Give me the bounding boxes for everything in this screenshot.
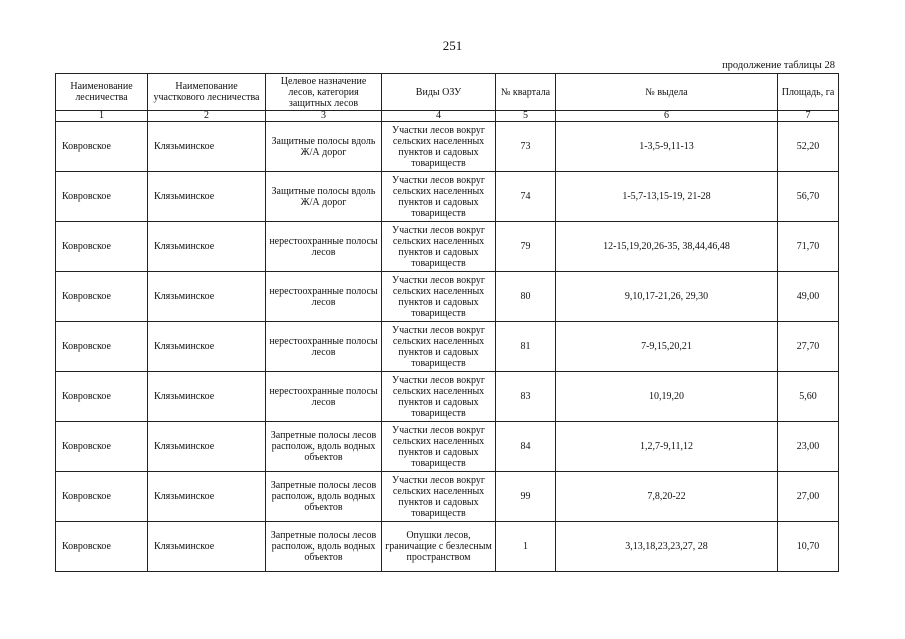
table-header-row <box>56 74 839 111</box>
cell-ozu-type: Опушки лесов, граничащие с безлесным пространством <box>382 522 496 572</box>
cell-forestry: Ковровское <box>56 272 148 322</box>
cell-purpose-category: нерестоохранные полосы лесов <box>266 372 382 422</box>
cell-purpose-category: нерестоохранные полосы лесов <box>266 222 382 272</box>
table-row <box>56 472 839 522</box>
cell-ozu-type: Участки лесов вокруг сельских населенных пунктов и садовых товариществ <box>382 272 496 322</box>
cell-area: 27,00 <box>778 472 839 522</box>
table-row <box>56 522 839 572</box>
cell-ozu-type: Участки лесов вокруг сельских населенных пунктов и садовых товариществ <box>382 122 496 172</box>
cell-forestry: Ковровское <box>56 372 148 422</box>
cell-ozu-type: Участки лесов вокруг сельских населенных пунктов и садовых товариществ <box>382 422 496 472</box>
column-number: 7 <box>778 111 839 122</box>
cell-forestry: Ковровское <box>56 122 148 172</box>
column-number: 5 <box>496 111 556 122</box>
cell-ozu-type: Участки лесов вокруг сельских населенных пунктов и садовых товариществ <box>382 322 496 372</box>
cell-purpose-category: Защитные полосы вдоль Ж/А дорог <box>266 172 382 222</box>
cell-district-forestry: Клязьминское <box>148 172 266 222</box>
cell-forestry: Ковровское <box>56 322 148 372</box>
cell-purpose-category: Защитные полосы вдоль Ж/А дорог <box>266 122 382 172</box>
cell-district-forestry: Клязьминское <box>148 272 266 322</box>
cell-ozu-type: Участки лесов вокруг сельских населенных пунктов и садовых товариществ <box>382 472 496 522</box>
column-number: 1 <box>56 111 148 122</box>
cell-quarter-number: 79 <box>496 222 556 272</box>
column-number: 4 <box>382 111 496 122</box>
header-district-forestry: Наимепование участкового лесничества <box>148 74 266 111</box>
cell-ozu-type: Участки лесов вокруг сельских населенных пунктов и садовых товариществ <box>382 172 496 222</box>
table-row <box>56 272 839 322</box>
cell-area: 10,70 <box>778 522 839 572</box>
cell-forestry: Ковровское <box>56 422 148 472</box>
cell-allotment-numbers: 7-9,15,20,21 <box>556 322 778 372</box>
cell-quarter-number: 83 <box>496 372 556 422</box>
table-row <box>56 122 839 172</box>
header-quarter-number: № квартала <box>496 74 556 111</box>
table-row <box>56 372 839 422</box>
table-row <box>56 422 839 472</box>
header-ozu-types: Виды ОЗУ <box>382 74 496 111</box>
cell-quarter-number: 73 <box>496 122 556 172</box>
cell-allotment-numbers: 1,2,7-9,11,12 <box>556 422 778 472</box>
table-continuation-note: продолжение таблицы 28 <box>722 60 835 71</box>
cell-purpose-category: нерестоохранные полосы лесов <box>266 322 382 372</box>
cell-area: 52,20 <box>778 122 839 172</box>
cell-quarter-number: 99 <box>496 472 556 522</box>
cell-forestry: Ковровское <box>56 472 148 522</box>
cell-purpose-category: Запретные полосы лесов располож, вдоль водных объектов <box>266 522 382 572</box>
header-forestry: Наименование лесничества <box>56 74 148 111</box>
cell-allotment-numbers: 1-3,5-9,11-13 <box>556 122 778 172</box>
column-number-row <box>56 111 839 122</box>
cell-area: 71,70 <box>778 222 839 272</box>
header-area: Площадь, га <box>778 74 839 111</box>
table-body <box>56 122 839 572</box>
cell-allotment-numbers: 7,8,20-22 <box>556 472 778 522</box>
cell-quarter-number: 84 <box>496 422 556 472</box>
cell-allotment-numbers: 12-15,19,20,26-35, 38,44,46,48 <box>556 222 778 272</box>
cell-district-forestry: Клязьминское <box>148 522 266 572</box>
cell-district-forestry: Клязьминское <box>148 372 266 422</box>
column-number: 2 <box>148 111 266 122</box>
cell-purpose-category: нерестоохранные полосы лесов <box>266 272 382 322</box>
cell-allotment-numbers: 10,19,20 <box>556 372 778 422</box>
cell-quarter-number: 74 <box>496 172 556 222</box>
cell-district-forestry: Клязьминское <box>148 222 266 272</box>
cell-allotment-numbers: 9,10,17-21,26, 29,30 <box>556 272 778 322</box>
cell-district-forestry: Клязьминское <box>148 122 266 172</box>
cell-ozu-type: Участки лесов вокруг сельских населенных пунктов и садовых товариществ <box>382 222 496 272</box>
page-number: 251 <box>442 38 463 53</box>
cell-district-forestry: Клязьминское <box>148 472 266 522</box>
cell-district-forestry: Клязьминское <box>148 422 266 472</box>
cell-quarter-number: 81 <box>496 322 556 372</box>
cell-area: 5,60 <box>778 372 839 422</box>
table-row <box>56 222 839 272</box>
forest-plots-table <box>55 73 839 572</box>
column-number: 3 <box>266 111 382 122</box>
cell-ozu-type: Участки лесов вокруг сельских населенных пунктов и садовых товариществ <box>382 372 496 422</box>
cell-area: 23,00 <box>778 422 839 472</box>
cell-quarter-number: 80 <box>496 272 556 322</box>
cell-allotment-numbers: 1-5,7-13,15-19, 21-28 <box>556 172 778 222</box>
cell-forestry: Ковровское <box>56 522 148 572</box>
cell-district-forestry: Клязьминское <box>148 322 266 372</box>
table-row <box>56 172 839 222</box>
header-purpose-category: Целевое назначение лесов, категория защитных лесов <box>266 74 382 111</box>
table-row <box>56 322 839 372</box>
cell-purpose-category: Запретные полосы лесов располож, вдоль водных объектов <box>266 472 382 522</box>
cell-purpose-category: Запретные полосы лесов располож, вдоль водных объектов <box>266 422 382 472</box>
cell-quarter-number: 1 <box>496 522 556 572</box>
cell-area: 56,70 <box>778 172 839 222</box>
header-allotment-number: № выдела <box>556 74 778 111</box>
cell-forestry: Ковровское <box>56 222 148 272</box>
cell-allotment-numbers: 3,13,18,23,23,27, 28 <box>556 522 778 572</box>
column-number: 6 <box>556 111 778 122</box>
cell-area: 27,70 <box>778 322 839 372</box>
cell-area: 49,00 <box>778 272 839 322</box>
cell-forestry: Ковровское <box>56 172 148 222</box>
